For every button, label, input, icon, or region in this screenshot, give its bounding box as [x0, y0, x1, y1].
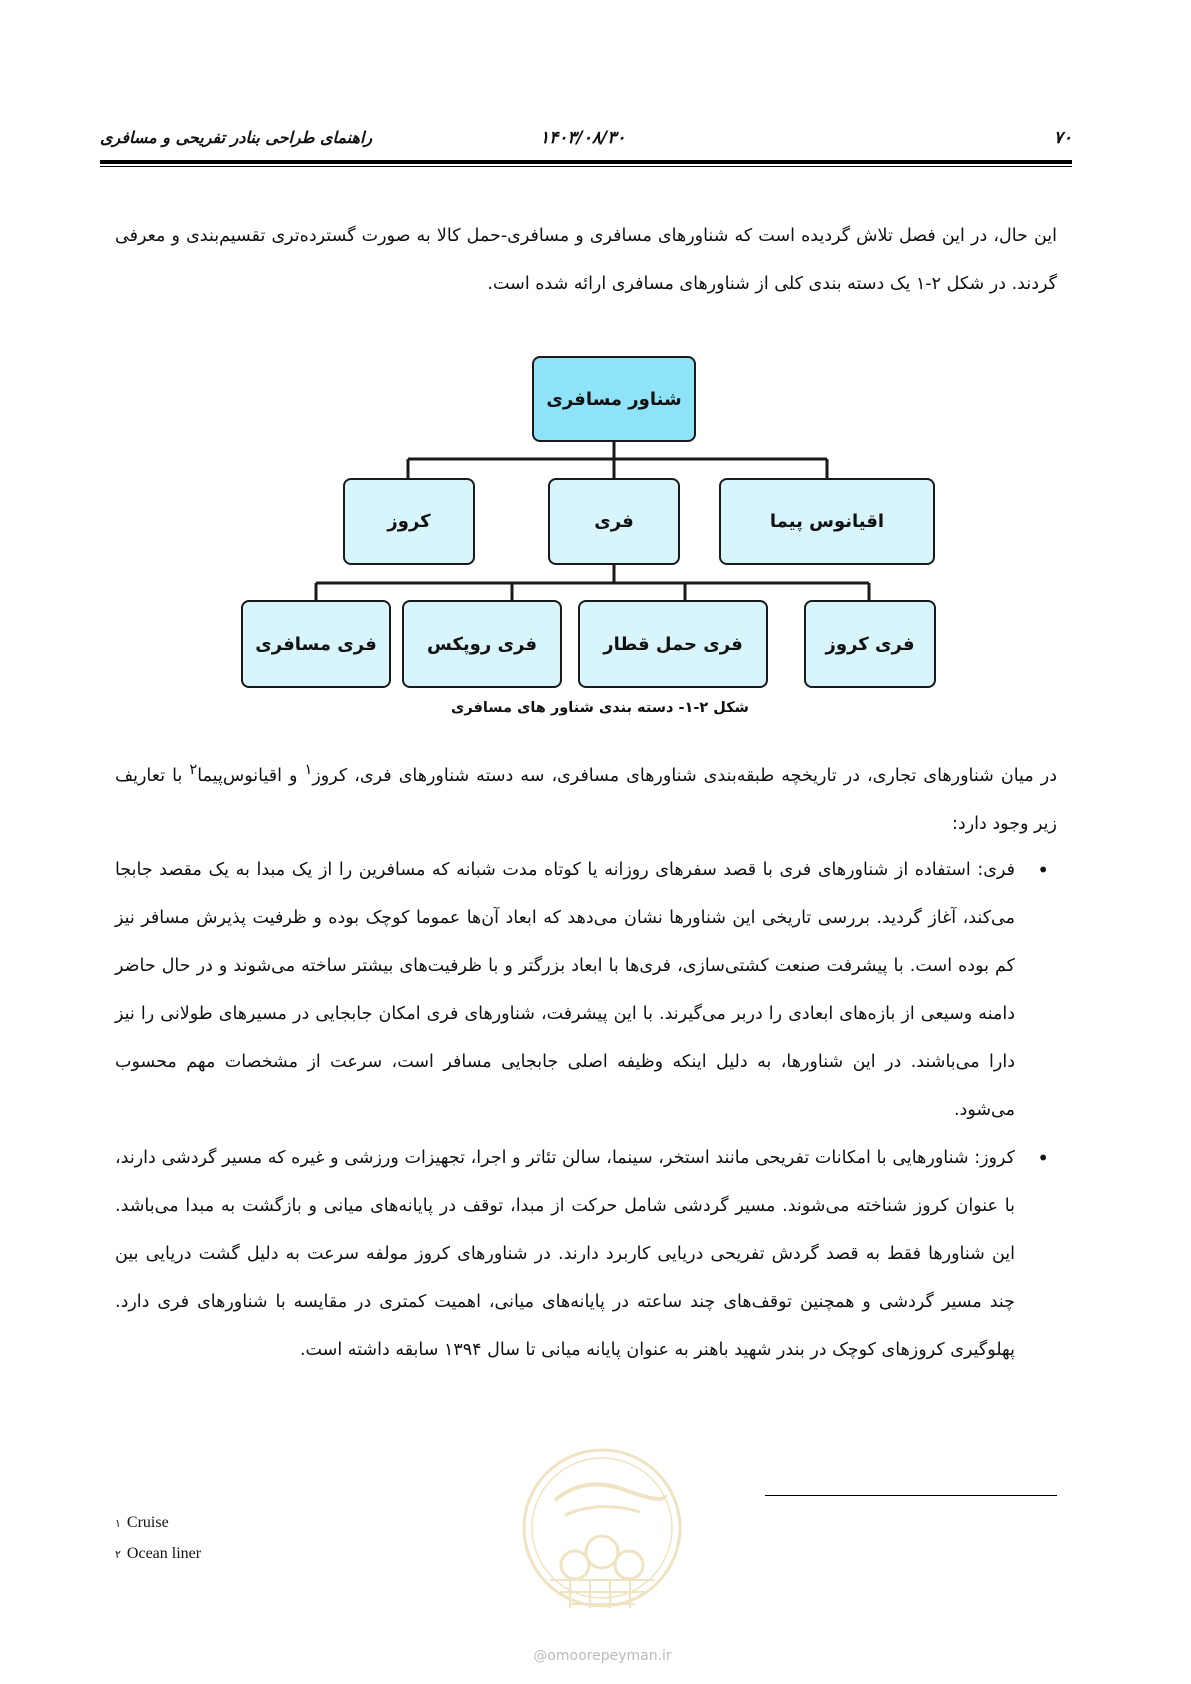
header-date: ۱۴۰۳/۰۸/۳۰	[540, 128, 626, 148]
paragraph-text: با تعاریف زیر وجود دارد:	[115, 765, 1057, 834]
node-ferry	[548, 478, 680, 565]
footnote-number: ۱	[115, 1518, 121, 1530]
paragraph-text: در میان شناورهای تجاری، در تاریخچه طبقه‌بندی شناورهای مسافری، سه دسته شناورهای فری، کروز	[312, 765, 1057, 786]
header-title: راهنمای طراحی بنادر تفریحی و مسافری	[100, 128, 373, 147]
list-item-cruise	[115, 1134, 1057, 1374]
node-train-ferry	[578, 600, 768, 688]
node-ocean-liner	[719, 478, 935, 565]
header-rule-thin	[100, 166, 1072, 167]
node-label: فری کروز	[825, 633, 915, 655]
node-passenger-ferry	[241, 600, 391, 688]
node-label: فری مسافری	[255, 633, 377, 655]
footnotes	[115, 1508, 201, 1570]
list-item-text: کروز: شناورهایی با امکانات تفریحی مانند استخر، سینما، سالن تئاتر و اجرا، تجهیزات ورزشی و غیره که مسیر گردشی دارند، با عنوان کروز شناخته می‌شوند. مسیر گردشی شامل حرکت از مبدا، توقف در پایانه‌های میانی و بازگشت به مبدا می‌باشد. این شناورها فقط به قصد گردش تفریحی دریایی کاربرد دارند. در شناورهای کروز مولفه سرعت به دلیل گشت دریایی بین چند مسیر گردشی و همچنین توقف‌های چند ساعته در پایانه‌های میانی، اهمیت کمتری در مقایسه با شناورهای فری دارد. پهلوگیری کروزهای کوچک در بندر شهید باهنر به عنوان پایانه میانی تا سال ۱۳۹۴ سابقه داشته است.	[115, 1148, 1015, 1360]
node-ropax-ferry	[402, 600, 562, 688]
footnote-text: Ocean liner	[126, 1545, 202, 1562]
node-ferry-cruise	[804, 600, 936, 688]
node-label: فری حمل قطار	[603, 633, 743, 655]
footnote-number: ۲	[115, 1549, 121, 1561]
node-cruise	[343, 478, 475, 565]
footnote-ref-2: ۲	[189, 761, 198, 778]
definition-list	[115, 846, 1057, 1374]
page-header	[100, 128, 1072, 158]
node-label: فری	[594, 511, 634, 532]
watermark-caption: @omoorepeyman.ir	[533, 1648, 672, 1664]
paragraph-text: و اقیانوس‌پیما	[197, 765, 305, 786]
footnote-ref-1: ۱	[304, 761, 313, 778]
page-number: ۷۰	[1053, 128, 1072, 148]
intro-paragraph: این حال، در این فصل تلاش گردیده است که شناورهای مسافری و مسافری-حمل کالا به صورت گسترده‌تری تقسیم‌بندی و معرفی گردند. در شکل ۲-۱ یک دسته بندی کلی از شناورهای مسافری ارائه شده است.	[115, 226, 1057, 294]
node-label: اقیانوس پیما	[769, 511, 885, 532]
footnote-rule	[765, 1495, 1057, 1496]
bullet-icon: •	[1037, 858, 1049, 882]
header-rule-thick	[100, 160, 1072, 164]
node-label: شناور مسافری	[546, 388, 682, 410]
footnote-1	[115, 1508, 201, 1539]
node-passenger-vessel	[532, 356, 696, 442]
figure-caption: شکل ۲-۱- دسته بندی شناور های مسافری	[451, 700, 749, 716]
list-item-text: فری: استفاده از شناورهای فری با قصد سفرهای روزانه یا کوتاه مدت شبانه که مسافرین را از یک مبدا به یک مقصد جابجا می‌کند، آغاز گردید. بررسی تاریخی این شناورها نشان می‌دهد که ابعاد آن‌ها عموما کوچک بوده و ظرفیت پذیرش مسافر نیز کم بوده است. با پیشرفت صنعت کشتی‌سازی، فری‌ها با ابعاد بزرگتر و با ظرفیت‌های بیشتر ساخته می‌شوند و در حال حاضر دامنه وسیعی از بازه‌های ابعادی را دربر می‌گیرند. با این پیشرفت، شناورهای فری امکان جابجایی در مسیرهای طولانی را نیز دارا می‌باشند. در این شناورها، به دلیل اینکه وظیفه اصلی جابجایی مسافر است، سرعت از مشخصات مهم محسوب می‌شود.	[115, 860, 1015, 1120]
node-label: فری روپکس	[427, 633, 537, 655]
footnote-text: Cruise	[126, 1514, 169, 1531]
bullet-icon: •	[1037, 1146, 1049, 1170]
footnote-2	[115, 1539, 201, 1570]
list-item-ferry	[115, 846, 1057, 1134]
watermark-logo-icon	[515, 1440, 690, 1655]
node-label: کروز	[387, 511, 431, 532]
classification-paragraph	[115, 746, 1057, 848]
